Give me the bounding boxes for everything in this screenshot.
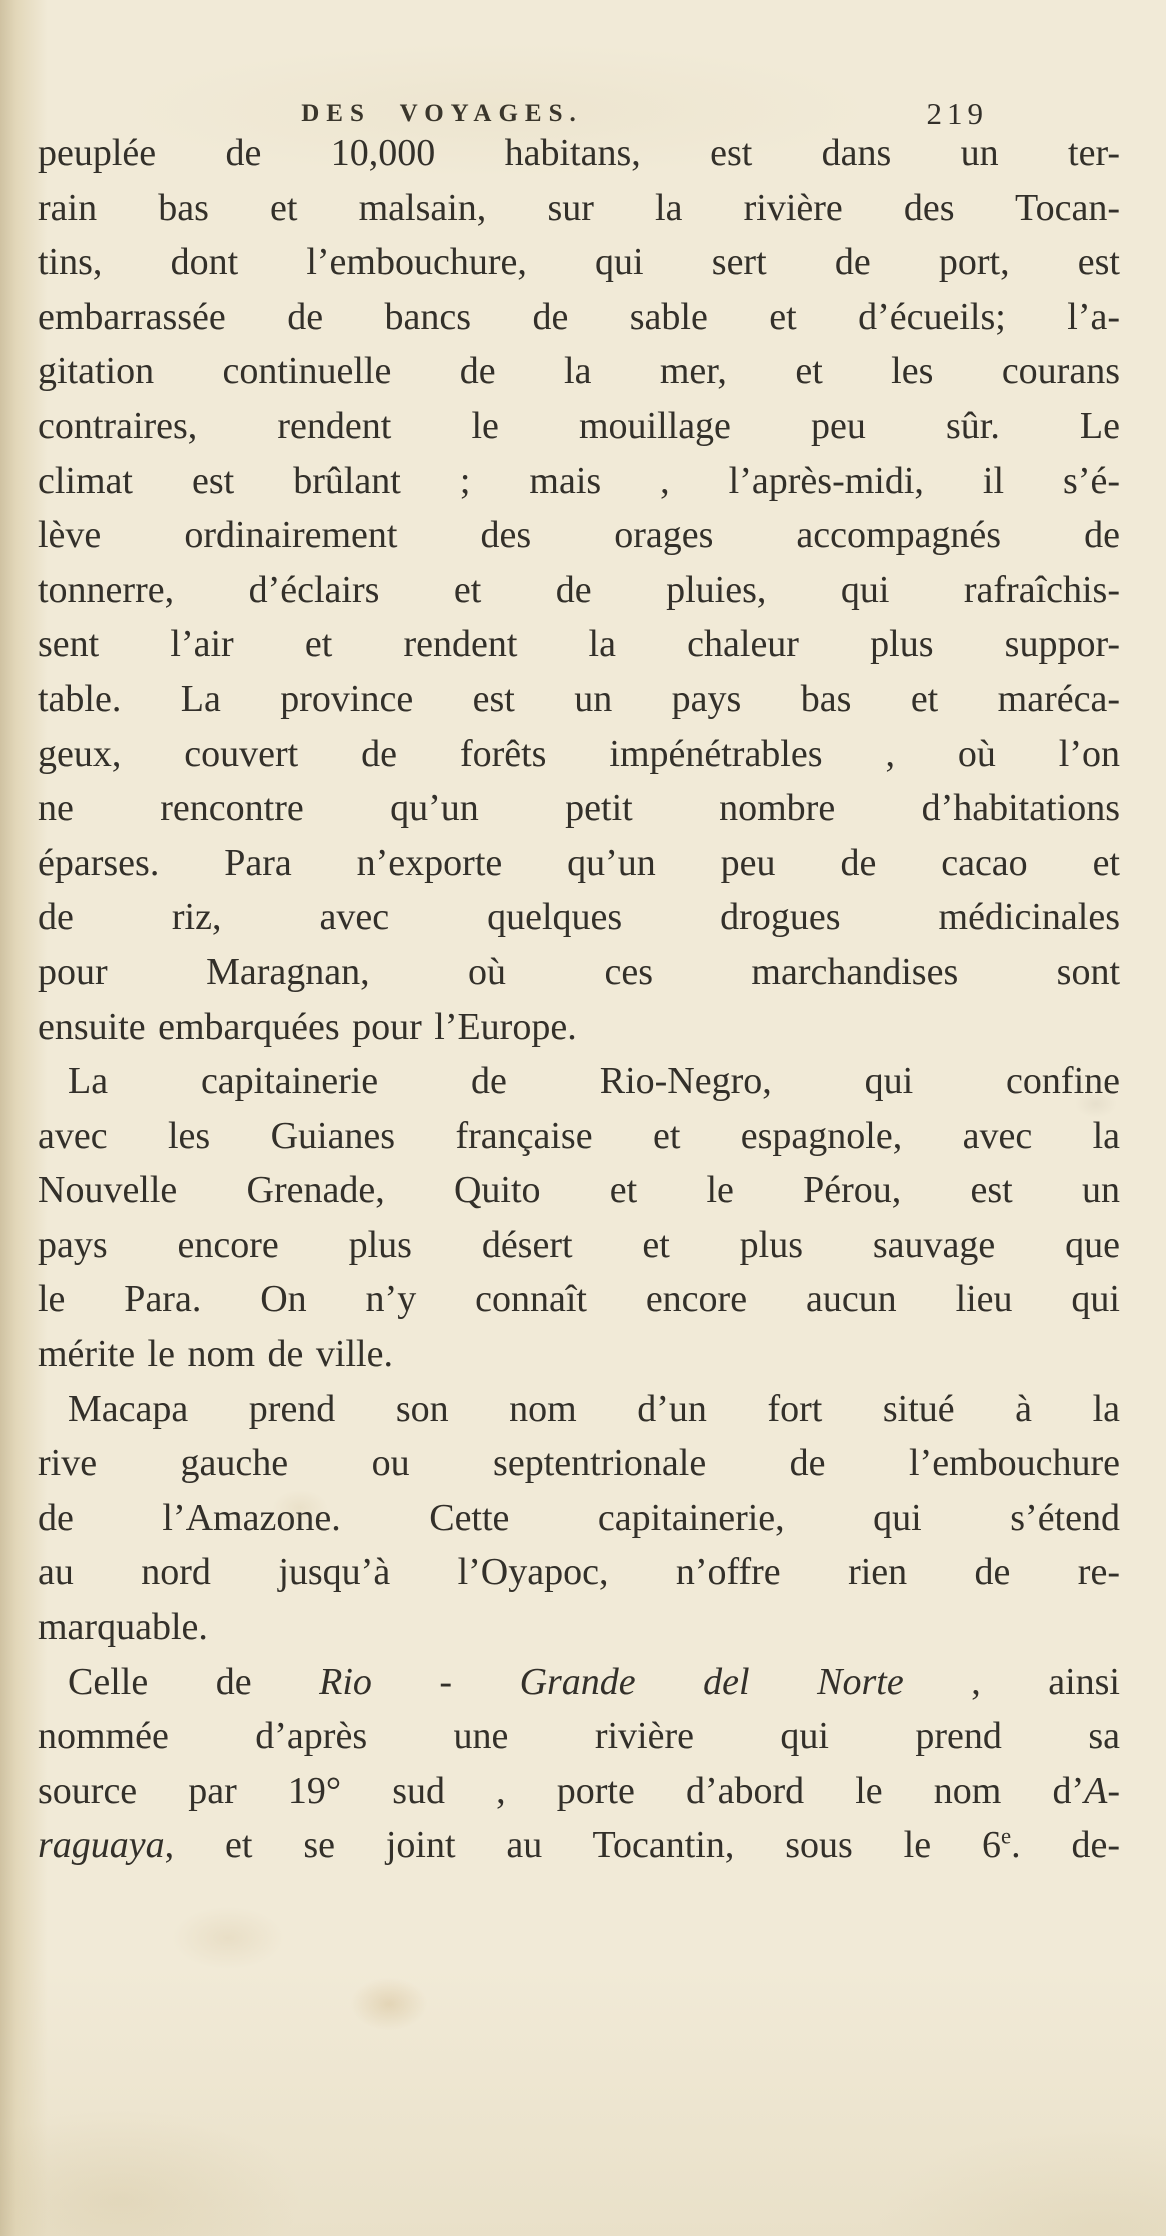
text-line <box>38 1218 1120 1273</box>
text-line <box>38 617 1120 672</box>
text-line <box>38 508 1120 563</box>
text-segment: éparses. Para n’exporte qu’un peu de cacao et <box>38 841 1120 884</box>
text-segment: lève ordinairement des orages accompagnés de <box>38 514 1120 557</box>
text-segment: de riz, avec quelques drogues médicinales <box>38 896 1120 939</box>
text-segment: peuplée de 10,000 habitans, est dans un ter- <box>38 132 1120 174</box>
text-segment: Macapa prend son nom d’un fort situé à la <box>68 1387 1120 1430</box>
text-line <box>38 890 1120 945</box>
text-segment: tonnerre, d’éclairs et de pluies, qui rafraîchis- <box>38 568 1120 611</box>
italic-text-segment: Rio - Grande del Norte <box>319 1660 904 1703</box>
text-line <box>38 1600 1120 1655</box>
italic-text-segment: raguaya <box>38 1824 165 1867</box>
text-segment: ensuite embarquées pour l’Europe. <box>38 1005 577 1048</box>
text-segment: avec les Guianes française et espagnole, avec la <box>38 1114 1120 1157</box>
text-line <box>38 1000 1120 1055</box>
text-segment: sent l’air et rendent la chaleur plus suppor- <box>38 623 1120 666</box>
text-segment: gitation continuelle de la mer, et les courans <box>38 350 1120 393</box>
text-line <box>38 727 1120 782</box>
text-segment: geux, couvert de forêts impénétrables , où l’on <box>38 732 1120 775</box>
text-segment: . de- <box>1011 1824 1120 1867</box>
text-line <box>38 1054 1120 1109</box>
text-segment: climat est brûlant ; mais , l’après-midi, il s’é- <box>38 459 1120 502</box>
text-segment: embarrassée de bancs de sable et d’écueils; l’a- <box>38 295 1120 338</box>
text-segment: tins, dont l’embouchure, qui sert de port, est <box>38 241 1120 284</box>
text-line <box>38 126 1120 181</box>
text-segment: marquable. <box>38 1606 208 1649</box>
page-text <box>38 126 1120 1873</box>
text-segment: le Para. On n’y connaît encore aucun lieu qui <box>38 1278 1120 1321</box>
text-segment: table. La province est un pays bas et maréca- <box>38 677 1120 720</box>
text-line <box>38 1655 1120 1710</box>
text-segment: ne rencontre qu’un petit nombre d’habitations <box>38 787 1120 830</box>
text-line <box>38 1764 1120 1819</box>
text-segment: La capitainerie de Rio-Negro, qui confine <box>68 1060 1120 1103</box>
text-line <box>38 235 1120 290</box>
text-line <box>38 672 1120 727</box>
text-line <box>38 1545 1120 1600</box>
text-segment: Celle de <box>68 1660 320 1703</box>
text-segment: , ainsi <box>903 1660 1120 1703</box>
text-line <box>38 1709 1120 1764</box>
text-line <box>38 781 1120 836</box>
text-line <box>38 563 1120 618</box>
text-line <box>38 344 1120 399</box>
text-line <box>38 399 1120 454</box>
text-segment: rive gauche ou septentrionale de l’embouchure <box>38 1442 1120 1485</box>
italic-text-segment: A- <box>1084 1769 1120 1812</box>
text-segment: Nouvelle Grenade, Quito et le Pérou, est un <box>38 1169 1120 1212</box>
text-segment: au nord jusqu’à l’Oyapoc, n’offre rien de re- <box>38 1551 1120 1594</box>
text-line <box>38 290 1120 345</box>
text-segment: pour Maragnan, où ces marchandises sont <box>38 950 1120 993</box>
text-segment: mérite le nom de ville. <box>38 1333 393 1376</box>
text-line <box>38 454 1120 509</box>
text-segment: pays encore plus désert et plus sauvage que <box>38 1223 1120 1266</box>
text-segment: source par 19° sud , porte d’abord le nom d’ <box>38 1769 1085 1812</box>
text-line <box>38 1491 1120 1546</box>
text-line <box>38 1327 1120 1382</box>
text-line <box>38 1436 1120 1491</box>
text-line <box>38 181 1120 236</box>
page-number: 219 <box>926 96 988 131</box>
text-line <box>38 836 1120 891</box>
text-line <box>38 1163 1120 1218</box>
text-segment: de l’Amazone. Cette capitainerie, qui s’étend <box>38 1496 1120 1539</box>
text-segment: , et se joint au Tocantin, sous le 6 <box>164 1824 1001 1867</box>
text-segment: rain bas et malsain, sur la rivière des Tocan- <box>38 186 1120 229</box>
text-line <box>38 1818 1120 1873</box>
text-line <box>38 1382 1120 1437</box>
text-segment: nommée d’après une rivière qui prend sa <box>38 1715 1120 1758</box>
superscript-segment: e <box>1000 1823 1012 1849</box>
text-line <box>38 1109 1120 1164</box>
text-segment: contraires, rendent le mouillage peu sûr. Le <box>38 404 1120 447</box>
text-line <box>38 1272 1120 1327</box>
running-title: DES VOYAGES. <box>301 100 583 127</box>
text-line <box>38 945 1120 1000</box>
